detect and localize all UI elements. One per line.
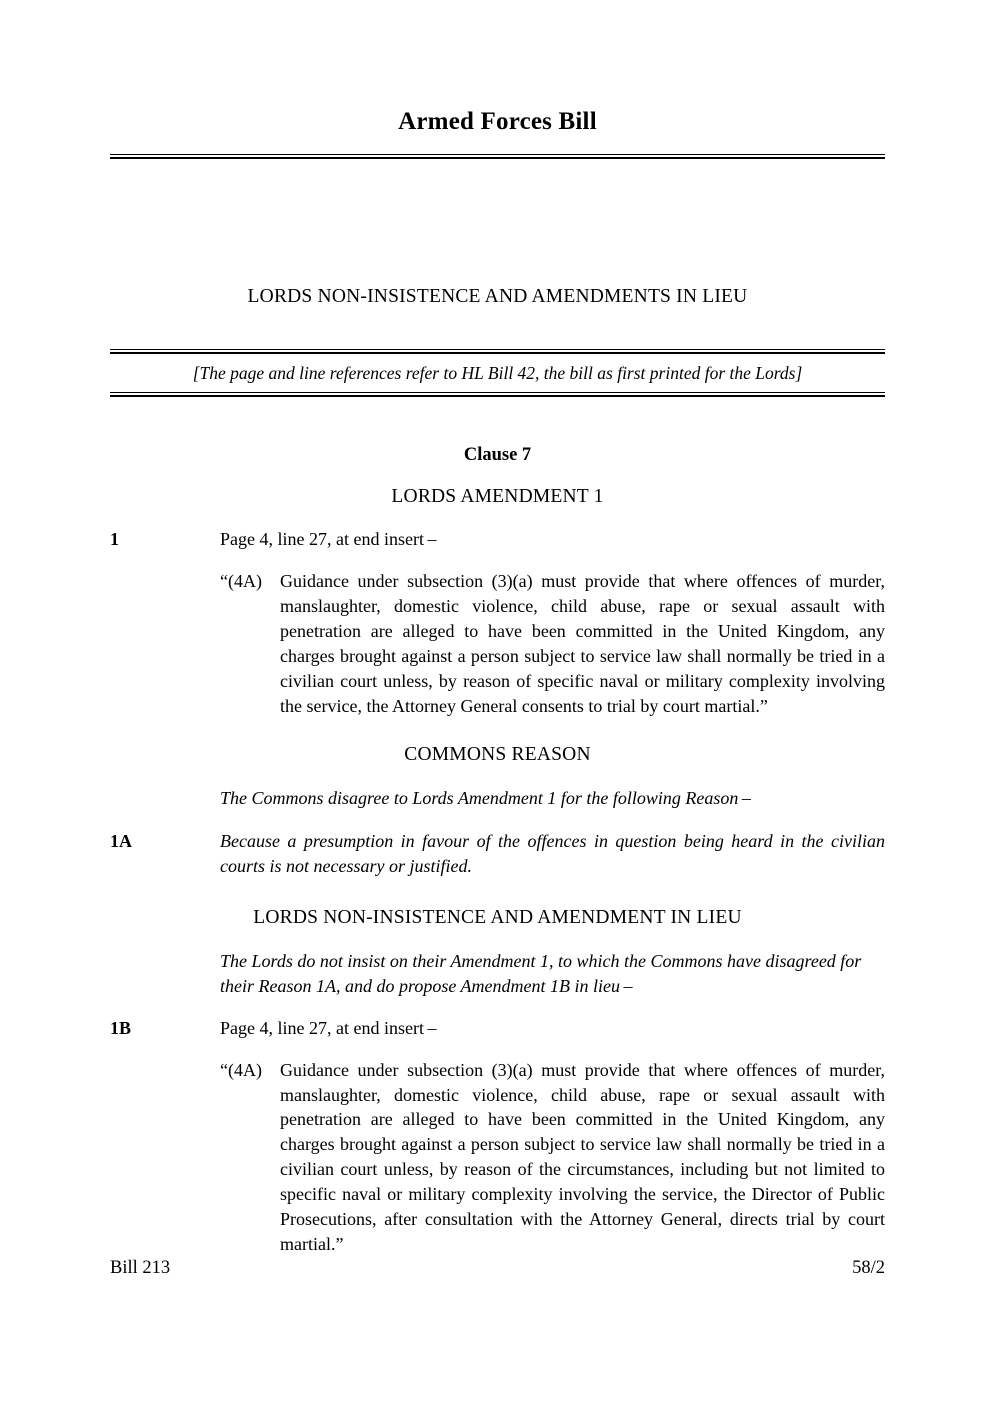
page-footer	[110, 1258, 885, 1279]
amendment-1b-instruction-row	[110, 1016, 885, 1041]
note-rule-top	[110, 349, 885, 354]
spacer-before-in-lieu-heading	[110, 879, 885, 906]
reference-note-block	[110, 349, 885, 397]
title-rule	[110, 154, 885, 159]
amendment-1b-marker: 1B	[110, 1017, 132, 1038]
spacer-before-commons-intro	[110, 766, 885, 786]
spacer-before-commons-reason-text	[110, 811, 885, 829]
commons-reason-intro-row	[110, 786, 885, 811]
page-number: 58/2	[852, 1258, 885, 1278]
page-title: Armed Forces Bill	[398, 108, 597, 135]
spacer-before-amendment-1-instruction	[110, 508, 885, 527]
reference-note: [The page and line references refer to HL Bill 42, the bill as first printed for the Lords]	[192, 362, 803, 383]
commons-reason-heading: COMMONS REASON	[404, 743, 591, 765]
amendment-1-quote-row	[110, 569, 885, 719]
page-content	[110, 0, 885, 1257]
amendment-1b-quote-text: Guidance under subsection (3)(a) must provide that where offences of murder, manslaughter, domestic violence, child abuse, rape or sexual assault with penetration are alleged to have been committed in the United Kingdom, any charges brought against a person subject to service law shall normally be tried in a civilian court unless, by reason of the circumstances, including but not limited to specific naval or military complexity involving the service, the Director of Public Prosecutions, after consultation with the Attorney General, directs trial by court martial.”	[280, 1059, 885, 1255]
amendment-1-heading: LORDS AMENDMENT 1	[391, 486, 604, 508]
amendment-1b-quote	[220, 1058, 885, 1257]
amendment-1-marker: 1	[110, 529, 119, 550]
amendment-in-lieu-intro: The Lords do not insist on their Amendment 1, to which the Commons have disagreed for their Reason 1A, and do propose Amendment 1B in lieu –	[220, 951, 862, 996]
clause-heading: Clause 7	[463, 444, 532, 465]
amendment-in-lieu-intro-row	[110, 949, 885, 999]
commons-reason-text: Because a presumption in favour of the offences in question being heard in the civilian courts is not necessary or justified.	[220, 831, 885, 876]
spacer-before-in-lieu-intro	[110, 929, 885, 949]
amendment-1-instruction: Page 4, line 27, at end insert –	[220, 529, 437, 550]
note-rule-bottom	[110, 392, 885, 397]
spacer-before-clause	[110, 397, 885, 444]
amendment-in-lieu-heading: LORDS NON-INSISTENCE AND AMENDMENT IN LIEU	[253, 906, 742, 928]
spacer-before-amendment-1-heading	[110, 466, 885, 485]
amendment-1-quote-text: Guidance under subsection (3)(a) must provide that where offences of murder, manslaughter, domestic violence, child abuse, rape or sexual assault with penetration are alleged to have been committed in the United Kingdom, any charges brought against a person subject to service law shall normally be tried in a civilian court unless, by reason of specific naval or military complexity involving the service, the Attorney General consents to trial by court martial.”	[280, 571, 885, 716]
bill-number: Bill 213	[110, 1258, 171, 1278]
commons-reason-intro: The Commons disagree to Lords Amendment 1 for the following Reason –	[220, 788, 751, 809]
spacer-after-title	[110, 159, 885, 285]
amendment-1-quote	[220, 569, 885, 719]
commons-reason-marker: 1A	[110, 831, 132, 852]
spacer-before-amendment-1-quote	[110, 552, 885, 569]
amendment-1-quote-label: “(4A)	[220, 571, 262, 592]
amendment-1b-instruction: Page 4, line 27, at end insert –	[220, 1017, 437, 1038]
commons-reason-row	[110, 829, 885, 879]
amendment-1b-quote-label: “(4A)	[220, 1059, 262, 1080]
spacer-before-commons-reason	[110, 719, 885, 743]
spacer-before-note	[110, 308, 885, 349]
amendment-1-instruction-row	[110, 527, 885, 552]
section-heading: LORDS NON-INSISTENCE AND AMENDMENTS IN LIEU	[247, 285, 748, 307]
spacer-before-in-lieu-instruction	[110, 999, 885, 1016]
spacer-before-in-lieu-quote	[110, 1041, 885, 1058]
amendment-1b-quote-row	[110, 1058, 885, 1257]
